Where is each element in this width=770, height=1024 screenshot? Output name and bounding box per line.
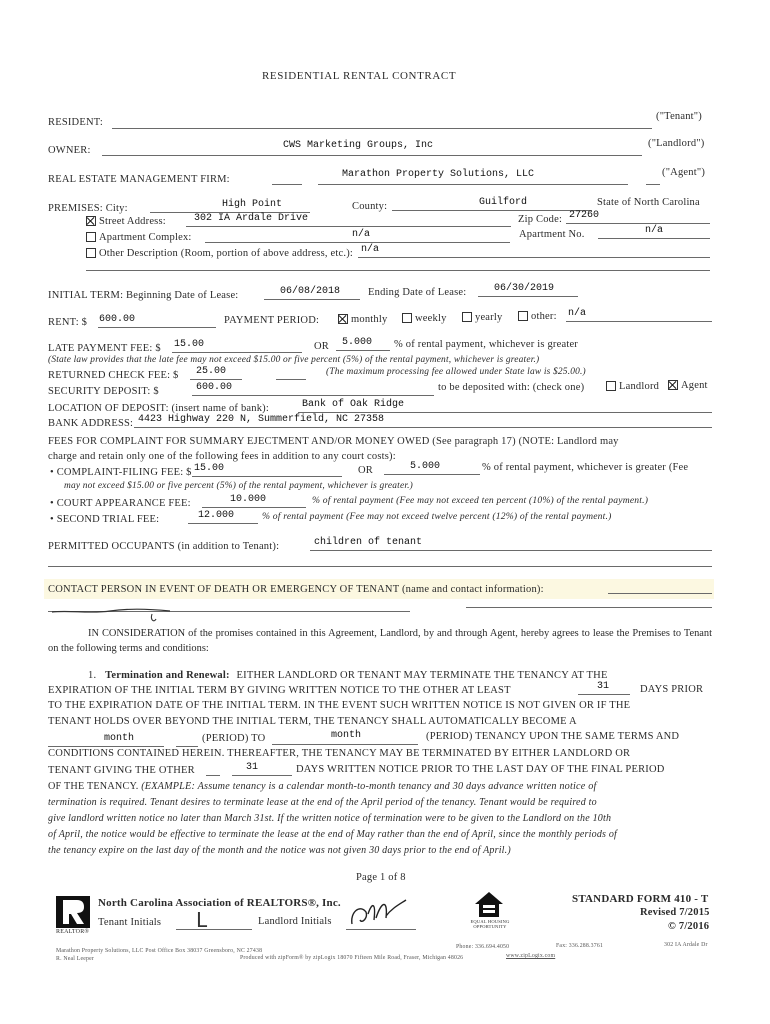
other-period-checkbox[interactable] [518,311,528,321]
apartment-complex-checkbox[interactable] [86,232,96,242]
complaint-pct-value: 5.000 [410,461,441,472]
contact-label: CONTACT PERSON IN EVENT OF DEATH OR EMERGENCY OF TENANT (name and contact information): [48,584,544,595]
monthly-label: monthly [351,314,388,325]
rent-label: RENT: $ [48,317,88,328]
returned-check-note: (The maximum processing fee allowed under State law is $25.00.) [326,367,586,377]
clause-1-line-7b: DAYS WRITTEN NOTICE PRIOR TO THE LAST DAY OF THE FINAL PERIOD [296,764,665,775]
footer-fax: Fax: 336.288.3761 [556,943,604,949]
landlord-initials-label: Landlord Initials [258,916,332,927]
clause-1-line-10: give landlord written notice no later than March 31st. If the written notice of termination were to be given to the Landlord on the 10th [48,813,612,824]
tenant-initials-field[interactable] [176,929,236,930]
complex-field[interactable] [205,242,510,243]
owner-label: OWNER: [48,145,91,156]
resident-field[interactable] [112,128,652,129]
document-title: RESIDENTIAL RENTAL CONTRACT [262,70,457,82]
court-fee-value: 10.000 [230,494,267,505]
agent-designation: ("Agent") [662,167,706,178]
complaint-pct-field[interactable] [384,474,480,475]
clause-1-line-8a: OF THE TENANCY. [48,781,139,792]
term-label: INITIAL TERM: Beginning Date of Lease: [48,290,239,301]
returned-check-line-2 [276,379,306,380]
street-label: Street Address: [99,216,166,227]
consideration-text: IN CONSIDERATION of the promises contained in this Agreement, Landlord, by and through Agent, hereby agrees to lease the Premises to Tenant on the following terms and conditions: [48,628,712,654]
clause-1-line-5a: (PERIOD) TO [202,733,266,744]
tenant-initials-label: Tenant Initials [98,917,162,928]
complaint-fee-value: 15.00 [194,463,225,474]
other-period-field[interactable] [566,321,712,322]
other-field[interactable] [358,257,710,258]
final-notice-days-value: 31 [246,762,259,773]
complex-value: n/a [352,229,371,240]
late-fee-label: LATE PAYMENT FEE: $ [48,343,161,354]
late-fee-pct-value: 5.000 [342,337,373,348]
occupants-label: PERMITTED OCCUPANTS (in addition to Tenant): [48,541,280,552]
other-period-label: other: [531,311,557,322]
zip-label: Zip Code: [518,214,563,225]
other-period-value: n/a [568,308,587,319]
complex-label: Apartment Complex: [99,232,192,243]
clause-1-line-7a: TENANT GIVING THE OTHER [48,765,195,776]
late-fee-field[interactable] [172,352,302,353]
form-number: STANDARD FORM 410 - T [572,893,709,905]
street-address-checkbox[interactable] [86,216,96,226]
clause-1-line-6: CONDITIONS CONTAINED HEREIN. THEREAFTER, THE TENANCY MAY BE TERMINATED BY EITHER LANDLORD OR [48,748,631,759]
contact-extra-line-2[interactable] [466,607,712,608]
form-copyright: © 7/2016 [668,921,710,932]
clause-1-line-5b: (PERIOD) TENANCY UPON THE SAME TERMS AND [426,731,680,742]
end-date-field[interactable] [478,296,578,297]
complaint-fee-note: may not exceed $15.00 or five percent (5%) of the rental payment, whichever is greater.) [64,481,414,491]
clause-1-line-4: TENANT HOLDS OVER BEYOND THE INITIAL TERM, THE TENANCY SHALL AUTOMATICALLY BECOME A [48,716,577,727]
notice-days-field[interactable] [578,694,630,695]
tenant-initials-line-2 [236,929,252,930]
period-1-line-2 [176,746,198,747]
yearly-label: yearly [475,312,503,323]
clause-1-line-8b: (EXAMPLE: Assume tenancy is a calendar month-to-month tenancy and 30 days advance written notice of [141,781,597,792]
clause-1-line-12: the tenancy expire on the last day of the month and the notice was not given 30 days prior to the end of April.) [48,845,511,856]
firm-line-1 [272,184,302,185]
complaint-fee-label: • COMPLAINT-FILING FEE: $ [50,467,192,478]
footer-firm-line: Marathon Property Solutions, LLC Post Office Box 38037 Greensboro, NC 27438 [56,948,263,954]
contact-field[interactable] [608,593,712,594]
final-notice-days-field[interactable] [232,775,292,776]
apt-field[interactable] [598,238,710,239]
clause-1-line-3: TO THE EXPIRATION DATE OF THE INITIAL TERM. IN THE EVENT SUCH WRITTEN NOTICE IS NOT GIVEN OR IF THE [48,700,631,711]
bank-address-label: BANK ADDRESS: [48,418,134,429]
clause-1-line-9: termination is required. Tenant desires to terminate lease at the end of the April period of the tenancy. Tenant would be required to [48,797,597,808]
realtor-logo-text: REALTOR® [56,929,90,935]
security-deposit-label: SECURITY DEPOSIT: $ [48,386,159,397]
fees-intro-1: FEES FOR COMPLAINT FOR SUMMARY EJECTMENT AND/OR MONEY OWED (See paragraph 17) (NOTE: Landlord may [48,436,619,447]
complaint-fee-field[interactable] [192,476,342,477]
bank-address-field[interactable] [134,427,712,428]
court-fee-label: • COURT APPEARANCE FEE: [50,498,191,509]
weekly-checkbox[interactable] [402,313,412,323]
deposit-landlord-checkbox[interactable] [606,381,616,391]
second-trial-fee-value: 12.000 [198,510,235,521]
second-trial-fee-suffix: % of rental payment (Fee may not exceed twelve percent (12%) of the rental payment.) [262,511,612,522]
street-value: 302 IA Ardale Drive [194,213,309,224]
period-1-field[interactable] [48,746,164,747]
period-2-value: month [331,730,362,741]
security-deposit-value: 600.00 [196,382,233,393]
deposit-agent-checkbox[interactable] [668,380,678,390]
firm-label: REAL ESTATE MANAGEMENT FIRM: [48,174,230,185]
page-number: Page 1 of 8 [356,872,406,883]
apt-value: n/a [645,225,664,236]
occupants-field[interactable] [310,550,712,551]
late-fee-note: (State law provides that the late fee may not exceed $15.00 or five percent (5%) of the rental payment, whichever is greater.) [48,355,540,365]
second-trial-fee-label: • SECOND TRIAL FEE: [50,514,160,525]
bank-address-value: 4423 Highway 220 N, Summerfield, NC 27358 [138,414,385,425]
equal-housing-text: EQUAL HOUSING OPPORTUNITY [470,919,510,929]
deposit-agent-label: Agent [681,380,708,391]
footer-agent-line: R. Neal Leeper [56,956,95,962]
late-fee-pct-field[interactable] [336,350,390,351]
footer-phone: Phone: 336.694.4050 [456,944,510,950]
clause-1-line-1: EITHER LANDLORD OR TENANT MAY TERMINATE THE TENANCY AT THE [236,670,608,681]
tenant-designation: ("Tenant") [656,111,702,122]
resident-label: RESIDENT: [48,117,103,128]
period-2-field[interactable] [272,744,418,745]
returned-check-label: RETURNED CHECK FEE: $ [48,370,179,381]
bank-name-label: LOCATION OF DEPOSIT: (insert name of bank): [48,403,269,414]
complaint-fee-suffix: % of rental payment, whichever is greater (Fee [482,462,689,473]
firm-field[interactable] [318,184,628,185]
owner-value: CWS Marketing Groups, Inc [283,140,434,151]
end-date-value: 06/30/2019 [494,283,555,294]
footer-file-name: 302 IA Ardale Dr [664,942,708,948]
landlord-designation: ("Landlord") [648,138,705,149]
handwritten-mark [50,602,180,626]
zip-field[interactable] [566,223,710,224]
clause-1-line-2b: DAYS PRIOR [640,684,704,695]
county-label: County: [352,201,388,212]
tenant-initials-mark: L [196,908,208,932]
returned-check-field[interactable] [190,379,242,380]
notice-days-value: 31 [597,681,610,692]
other-description-checkbox[interactable] [86,248,96,258]
begin-date-value: 06/08/2018 [280,286,341,297]
realtor-logo-icon [56,896,90,936]
clause-1-line-11: of April, the notice would be effective to terminate the lease at the end of May rather than the end of April, since the monthly periods of [48,829,617,840]
other-value: n/a [361,244,380,255]
clause-1-heading: Termination and Renewal: [105,670,230,681]
street-field[interactable] [186,226,511,227]
other-extra-line[interactable] [86,270,710,271]
court-fee-field[interactable] [202,507,306,508]
footer-url-link[interactable]: www.zipLogix.com [506,953,556,959]
security-deposit-field[interactable] [192,395,434,396]
city-value: High Point [222,199,283,210]
firm-value: Marathon Property Solutions, LLC [342,169,535,180]
deposit-with-label: to be deposited with: (check one) [438,382,585,393]
equal-housing-icon [470,890,510,929]
begin-date-field[interactable] [264,299,360,300]
payment-period-label: PAYMENT PERIOD: [224,315,320,326]
form-revised: Revised 7/2015 [640,907,710,918]
fees-intro-2: charge and retain only one of the following fees in addition to any court costs): [48,451,396,462]
county-value: Guilford [479,197,528,208]
occupants-value: children of tenant [314,537,423,548]
other-label: Other Description (Room, portion of above address, etc.): [99,248,354,259]
monthly-checkbox[interactable] [338,314,348,324]
returned-check-value: 25.00 [196,366,227,377]
state-label: State of North Carolina [597,197,700,208]
late-fee-value: 15.00 [174,339,205,350]
late-fee-or: OR [314,341,329,352]
rent-field[interactable] [98,327,216,328]
period-3-line [206,775,220,776]
yearly-checkbox[interactable] [462,312,472,322]
occupants-extra-line[interactable] [48,566,712,567]
period-1-value: month [104,733,135,744]
premises-city-label: PREMISES: City: [48,203,128,214]
late-fee-suffix: % of rental payment, whichever is greater [394,339,578,350]
bank-name-field[interactable] [298,412,712,413]
county-field[interactable] [392,210,592,211]
weekly-label: weekly [415,313,447,324]
clause-1-number: 1. [88,670,97,681]
association-name: North Carolina Association of REALTORS®, Inc. [98,897,341,909]
landlord-signature [346,894,412,934]
end-date-label: Ending Date of Lease: [368,287,467,298]
footer-produced-line: Produced with zipForm® by zipLogix 18070 Fifteen Mile Road, Fraser, Michigan 48026 [240,955,464,961]
second-trial-fee-field[interactable] [188,523,258,524]
apt-label: Apartment No. [519,229,585,240]
zip-value: 27260 [569,210,600,221]
deposit-landlord-label: Landlord [619,381,660,392]
owner-field[interactable] [102,155,642,156]
complaint-fee-or: OR [358,465,373,476]
bank-name-value: Bank of Oak Ridge [302,399,405,410]
firm-line-2 [646,184,660,185]
clause-1-line-2a: EXPIRATION OF THE INITIAL TERM BY GIVING WRITTEN NOTICE TO THE OTHER AT LEAST [48,685,511,696]
court-fee-suffix: % of rental payment (Fee may not exceed ten percent (10%) of the rental payment.) [312,495,649,506]
rent-value: 600.00 [99,314,136,325]
